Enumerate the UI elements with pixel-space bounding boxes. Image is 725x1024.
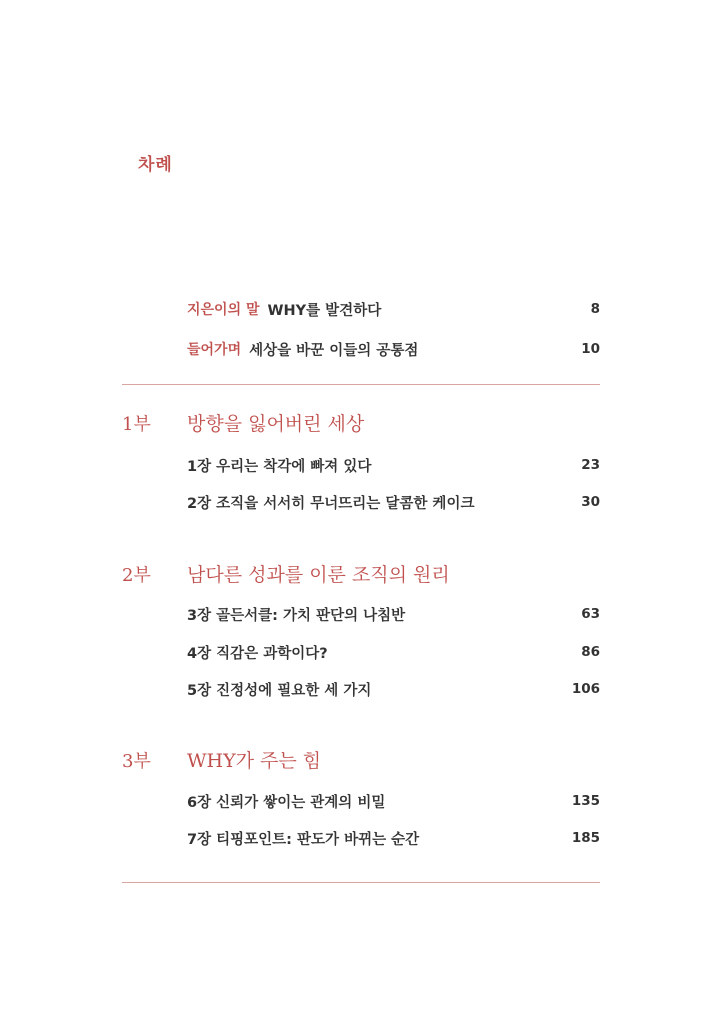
chapter-page: 185 [571,830,600,846]
entry-kicker: 지은이의 말 [187,302,260,318]
chapter-page: 30 [581,494,600,510]
chapter-page: 135 [571,793,600,809]
chapter-title: 4장 직감은 과학이다? [187,645,328,662]
entry-page: 8 [590,301,600,317]
chapter-title: 5장 진정성에 필요한 세 가지 [187,682,372,699]
entry-kicker: 들어가며 [187,342,242,358]
part-number: 2부 [122,565,151,586]
toc-entry-chapter[interactable] [187,602,600,626]
chapter-title: 7장 티핑포인트: 판도가 바뀌는 순간 [187,831,420,848]
chapter-page: 63 [581,606,600,622]
chapter-title: 3장 골든서클: 가치 판단의 나침반 [187,607,406,624]
part-title[interactable]: 남다른 성과를 이룬 조직의 원리 [187,564,450,586]
part-title[interactable]: WHY가 주는 힘 [187,750,322,772]
chapter-page: 23 [581,457,600,473]
part-number: 3부 [122,751,151,772]
divider [122,384,600,385]
toc-entry-chapter[interactable] [187,453,600,477]
toc-entry-chapter[interactable] [187,826,600,850]
toc-entry-introduction[interactable] [187,337,600,361]
toc-entry-preface[interactable] [187,297,600,321]
toc-entry-chapter[interactable] [187,490,600,514]
part-number: 1부 [122,414,151,435]
chapter-title: 2장 조직을 서서히 무너뜨리는 달콤한 케이크 [187,495,475,512]
divider [122,882,600,883]
chapter-page: 106 [571,681,600,697]
chapter-page: 86 [581,644,600,660]
chapter-title: 6장 신뢰가 쌓이는 관계의 비밀 [187,794,386,811]
entry-page: 10 [581,341,600,357]
entry-title: 세상을 바꾼 이들의 공통점 [249,342,419,359]
toc-title: 차례 [138,155,173,175]
chapter-title: 1장 우리는 착각에 빠져 있다 [187,458,372,475]
entry-title: WHY를 발견하다 [267,302,382,319]
toc-entry-chapter[interactable] [187,789,600,813]
part-title[interactable]: 방향을 잃어버린 세상 [187,413,365,435]
toc-entry-chapter[interactable] [187,640,600,664]
toc-entry-chapter[interactable] [187,677,600,701]
